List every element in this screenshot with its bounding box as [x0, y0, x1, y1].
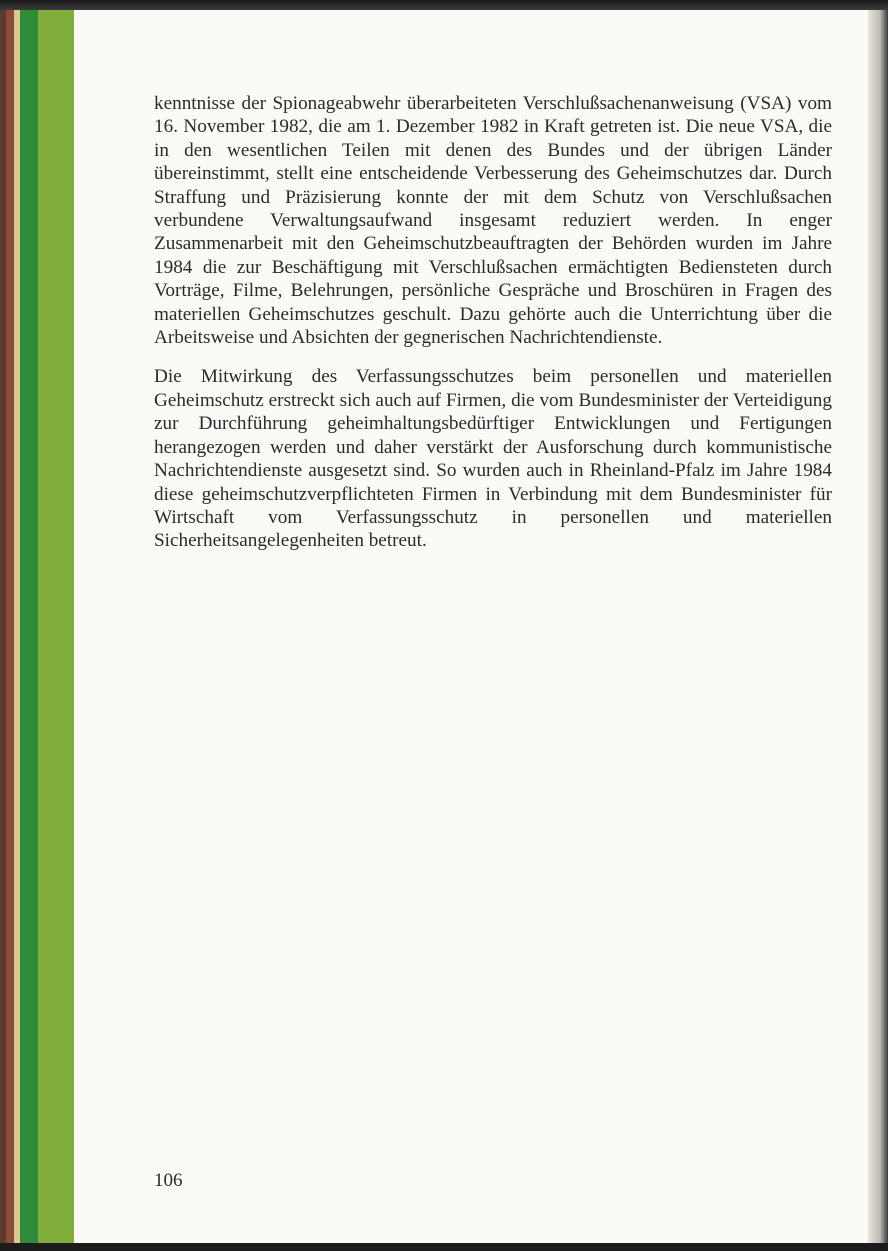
scan-top-edge: [0, 0, 888, 10]
scan-bottom-edge: [0, 1243, 888, 1251]
body-text: [154, 92, 832, 569]
page-sheet: [74, 10, 868, 1243]
binding-strip-red: [6, 10, 14, 1243]
page-number: 106: [154, 1170, 183, 1191]
paragraph-2: Die Mitwirkung des Verfassungsschutzes beim personellen und materiellen Geheimschutz erstreckt sich auch auf Firmen, die vom Bundesminister der Verteidigung zur Durchführung geheimhaltungsbedürftiger Entwicklungen und Fertigungen herangezogen werden und daher verstärkt der Ausforschung durch kommunistische Nachrichtendienste ausgesetzt sind. So wurden auch in Rheinland-Pfalz im Jahre 1984 diese geheimschutzverpflichteten Firmen in Verbindung mit dem Bundesminister für Wirtschaft vom Verfassungsschutz in personellen und materiellen Sicherheitsangelegenheiten betreut.: [154, 366, 832, 552]
paragraph-1: kenntnisse der Spionageabwehr überarbeiteten Verschlußsachenanweisung (VSA) vom 16. November 1982, die am 1. Dezember 1982 in Kraft getreten ist. Die neue VSA, die in den wesentlichen Teilen mit denen des Bundes und der übrigen Länder übereinstimmt, stellt eine entscheidende Verbesserung des Geheimschutzes dar. Durch Straffung und Präzisierung konnte der mit dem Schutz von Verschlußsachen verbundene Verwaltungsaufwand insgesamt reduziert werden. In enger Zusammenarbeit mit den Geheimschutzbeauftragten der Behörden wurden im Jahre 1984 die zur Beschäftigung mit Verschlußsachen ermächtigten Bediensteten durch Vorträge, Filme, Belehrungen, persönliche Gespräche und Broschüren in Fragen des materiellen Geheimschutzes geschult. Dazu gehörte auch die Unterrichtung über die Arbeitsweise und Absichten der gegnerischen Nachrichtendienste.: [154, 93, 832, 349]
binding-strip-green: [38, 10, 74, 1243]
binding-strip-green-dark: [20, 10, 38, 1243]
page-right-edge: [868, 10, 888, 1243]
